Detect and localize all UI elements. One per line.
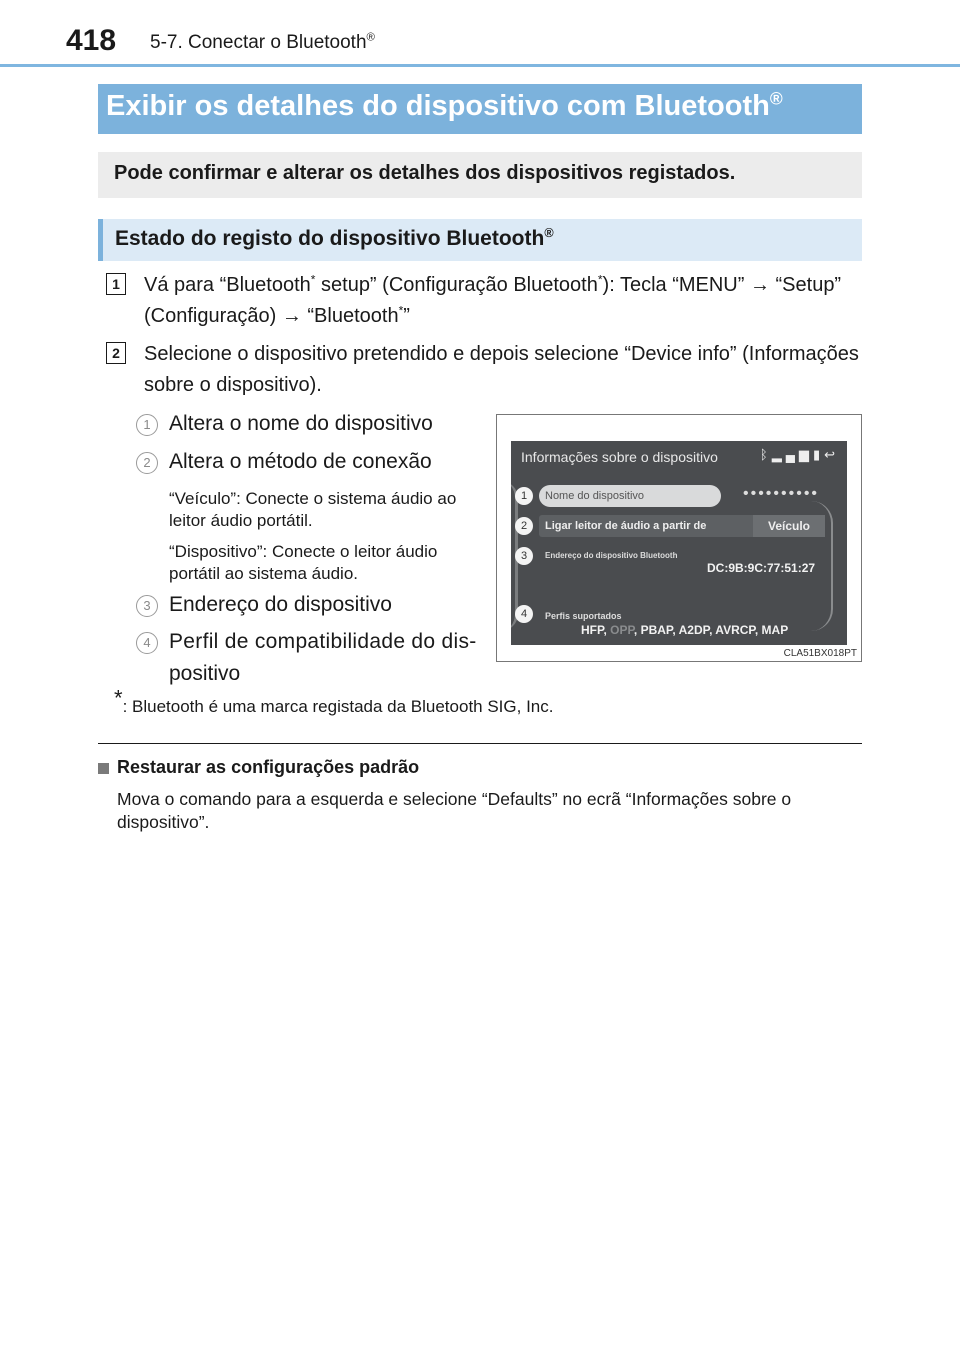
section-title: Exibir os detalhes do dispositivo com Bluetooth® xyxy=(106,88,783,122)
profiles-value: HFP, OPP, PBAP, A2DP, AVRCP, MAP xyxy=(581,623,789,637)
scroll-indicator xyxy=(811,501,833,631)
item-number: 3 xyxy=(136,595,158,617)
item-label-continuation: positivo xyxy=(169,662,241,685)
step-badge-1: 1 xyxy=(106,273,126,295)
callout-1: 1 xyxy=(515,487,533,505)
screen-title: Informações sobre o dispositivo xyxy=(521,449,718,465)
item-label: Perfil de compatibilidade do dis- xyxy=(169,630,477,653)
header-rule xyxy=(0,64,960,67)
note-veiculo: “Veículo”: Conecte o sistema áudio ao leitor áudio portátil. xyxy=(169,489,457,530)
page-number: 418 xyxy=(66,24,117,57)
status-icons xyxy=(760,447,839,463)
item-number: 2 xyxy=(136,452,158,474)
callout-4: 4 xyxy=(515,605,533,623)
device-name-value: •••••••••• xyxy=(743,485,820,502)
step-2-text: Selecione o dispositivo pretendido e depois selecione “Device info” (Informações sobre o dispositivo). xyxy=(144,343,859,396)
step-badge-2: 2 xyxy=(106,342,126,364)
section-rule xyxy=(98,743,862,744)
item-number: 4 xyxy=(136,632,158,654)
item-number: 1 xyxy=(136,414,158,436)
device-name-button[interactable]: Nome do dispositivo xyxy=(539,485,721,507)
subheading-bar xyxy=(98,219,862,261)
item-label: Altera o nome do dispositivo xyxy=(169,412,433,435)
signal-icon: ▂▄▆ xyxy=(771,447,813,462)
callout-2: 2 xyxy=(515,517,533,535)
page-header xyxy=(0,0,960,66)
battery-icon: ▮ xyxy=(812,447,825,462)
intro-text: Pode confirmar e alterar os detalhes dos dispositivos registados. xyxy=(114,162,736,184)
address-value: DC:9B:9C:77:51:27 xyxy=(707,561,816,575)
footnote: *: Bluetooth é uma marca registada da Bluetooth SIG, Inc. xyxy=(114,685,554,716)
item-label: Endereço do dispositivo xyxy=(169,593,392,616)
defaults-heading: Restaurar as configurações padrão xyxy=(117,757,420,777)
note-dispositivo: “Dispositivo”: Conecte o leitor áudio portátil ao sistema áudio. xyxy=(169,542,438,583)
profiles-label: Perfis suportados xyxy=(545,611,622,621)
figure-code: CLA51BX018PT xyxy=(783,648,857,659)
connection-method-value: Veículo xyxy=(753,515,825,537)
subheading-accent xyxy=(98,219,103,261)
connection-method-label: Ligar leitor de áudio a partir de xyxy=(545,520,707,532)
defaults-body: Mova o comando para a esquerda e selecione “Defaults” no ecrã “Informações sobre o dispositivo”. xyxy=(117,789,792,832)
running-title: 5-7. Conectar o Bluetooth® xyxy=(150,31,375,53)
subheading-text: Estado do registo do dispositivo Bluetooth® xyxy=(115,226,554,250)
connection-method-button[interactable] xyxy=(539,515,815,537)
bluetooth-icon: ᛒ xyxy=(759,447,772,462)
device-info-figure xyxy=(496,414,862,662)
callout-3: 3 xyxy=(515,547,533,565)
device-info-screen xyxy=(511,441,847,645)
item-label: Altera o método de conexão xyxy=(169,450,432,473)
square-bullet-icon xyxy=(98,763,109,774)
step-1-text: Vá para “Bluetooth* setup” (Configuração Bluetooth*): Tecla “MENU” → “Setup” (Configuração) → “Bluetooth*” xyxy=(144,272,842,327)
address-label: Endereço do dispositivo Bluetooth xyxy=(545,551,678,560)
back-icon[interactable]: ↩ xyxy=(824,447,839,462)
intro-box xyxy=(98,152,862,198)
section-title-bar xyxy=(98,84,862,134)
